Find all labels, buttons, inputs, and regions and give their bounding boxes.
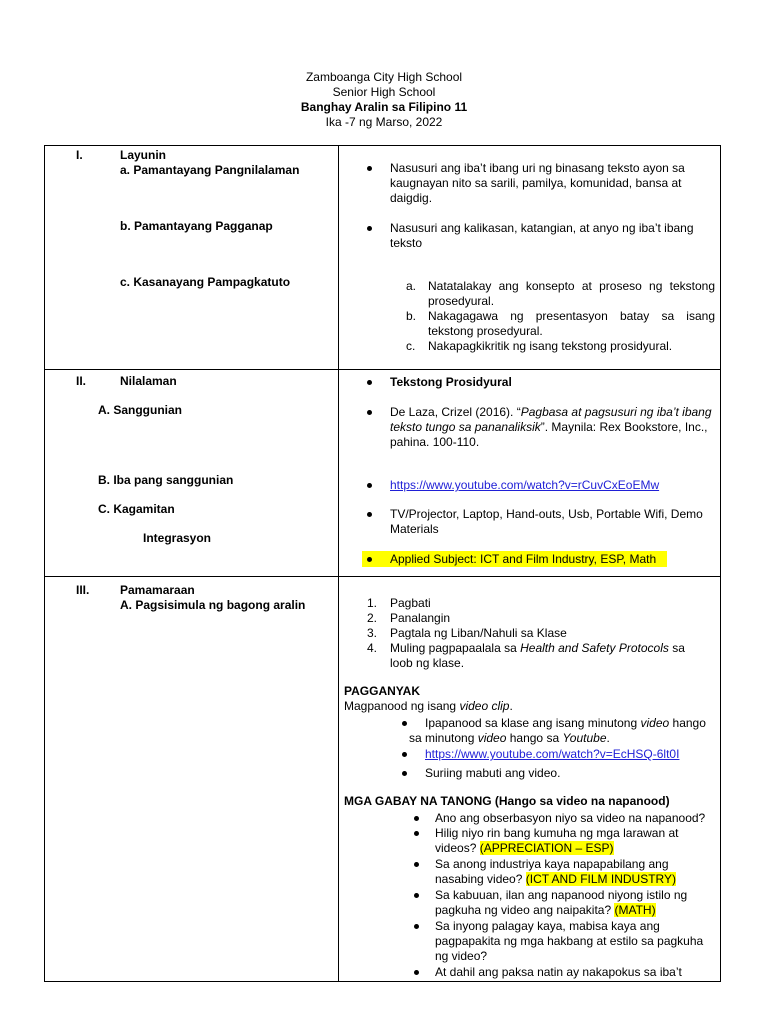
step-item: Panalangin bbox=[390, 611, 451, 625]
subheading-kagamitan: C. Kagamitan bbox=[98, 502, 175, 516]
bullet-icon bbox=[414, 924, 419, 929]
activity-item: Ipapanood sa klase ang isang minutong video hango bbox=[425, 716, 706, 730]
reference-citation: De Laza, Crizel (2016). “Pagbasa at pagsusuri ng iba’t ibang teksto tungo sa pananaliksik”. Maynila: Rex Bookstore, Inc., pahina. 100-110. bbox=[390, 405, 712, 449]
ict-highlight: (ICT AND FILM INDUSTRY) bbox=[525, 872, 676, 886]
section-number: III. bbox=[76, 583, 90, 597]
bullet-icon bbox=[402, 721, 407, 726]
guide-question: At dahil ang paksa natin ay nakapokus sa iba’t bbox=[435, 965, 682, 979]
competency-item: Nakapagkikritik ng isang tekstong prosidyural. bbox=[428, 339, 673, 353]
lesson-plan-table bbox=[44, 145, 721, 982]
bullet-icon bbox=[414, 831, 419, 836]
guide-question: Ano ang obserbasyon niyo sa video na napanood? bbox=[435, 811, 706, 825]
guide-question-continued: videos? (APPRECIATION – ESP) bbox=[435, 841, 614, 855]
step-number: 1. bbox=[367, 596, 378, 610]
column-divider bbox=[338, 146, 339, 981]
section-title-layunin: Layunin bbox=[120, 148, 167, 162]
applied-subject: Applied Subject: ICT and Film Industry, ESP, Math bbox=[390, 552, 657, 566]
activity-item-continued: sa minutong video hango sa Youtube. bbox=[409, 731, 610, 745]
section-title-nilalaman: Nilalaman bbox=[120, 374, 177, 388]
subheading-pagsisimula: A. Pagsisimula ng bagong aralin bbox=[120, 598, 306, 612]
guide-question-continued: pagpapakita ng mga hakbang at estilo sa pagkuha bbox=[435, 934, 704, 948]
step-item: Muling pagpapaalala sa Health and Safety Protocols sa loob ng klase. bbox=[390, 641, 685, 670]
section-title-pamamaraan: Pamamaraan bbox=[120, 583, 195, 597]
list-marker: a. bbox=[406, 279, 417, 293]
gabay-heading: MGA GABAY NA TANONG (Hango sa video na napanood) bbox=[344, 794, 670, 808]
math-highlight: (MATH) bbox=[614, 903, 656, 917]
objective-content-standard: Nasusuri ang iba’t ibang uri ng binasang teksto ayon sa kaugnayan nito sa sarili, pamilya, komunidad, bansa at daigdig. bbox=[390, 161, 685, 205]
section-number: II. bbox=[76, 374, 87, 388]
guide-question-continued: ng video? bbox=[435, 949, 488, 963]
bullet-icon bbox=[414, 816, 419, 821]
guide-question-continued: nasabing video? (ICT AND FILM INDUSTRY) bbox=[435, 872, 676, 886]
youtube-reference-link[interactable]: https://www.youtube.com/watch?v=rCuvCxEoEMw bbox=[390, 478, 660, 492]
youtube-video-link[interactable]: https://www.youtube.com/watch?v=EcHSQ-6lt0I bbox=[425, 747, 680, 761]
bullet-icon bbox=[367, 166, 372, 171]
guide-question: Hilig niyo rin bang kumuha ng mga larawan at bbox=[435, 826, 679, 840]
subheading-iba-pang-sanggunian: B. Iba pang sanggunian bbox=[98, 473, 234, 487]
pagganyak-instruction: Magpanood ng isang video clip. bbox=[344, 699, 513, 713]
bullet-icon bbox=[367, 410, 372, 415]
bullet-icon bbox=[402, 771, 407, 776]
subheading-pagganap: b. Pamantayang Pagganap bbox=[120, 219, 273, 233]
bullet-icon bbox=[414, 970, 419, 975]
bullet-icon bbox=[367, 380, 372, 385]
step-item: Pagbati bbox=[390, 596, 431, 610]
bullet-icon bbox=[367, 483, 372, 488]
step-item: Pagtala ng Liban/Nahuli sa Klase bbox=[390, 626, 567, 640]
pagganyak-heading: PAGGANYAK bbox=[344, 684, 421, 698]
bullet-icon bbox=[414, 893, 419, 898]
department: Senior High School bbox=[332, 85, 436, 99]
guide-question: Sa inyong palagay kaya, mabisa kaya ang bbox=[435, 919, 660, 933]
bullet-icon bbox=[367, 512, 372, 517]
guide-question: Sa kabuuan, ilan ang napanood niyong istilo ng bbox=[435, 888, 688, 902]
school-name: Zamboanga City High School bbox=[305, 70, 463, 84]
esp-highlight: (APPRECIATION – ESP) bbox=[479, 841, 614, 855]
bullet-icon bbox=[402, 752, 407, 757]
step-number: 2. bbox=[367, 611, 378, 625]
guide-question-continued: pagkuha ng video ang naipakita? (MATH) bbox=[435, 903, 656, 917]
bullet-icon bbox=[367, 557, 372, 562]
objective-performance-standard: Nasusuri ang kalikasan, katangian, at anyo ng iba’t ibang teksto bbox=[390, 221, 694, 250]
step-number: 4. bbox=[367, 641, 378, 655]
subheading-pangnilalaman: a. Pamantayang Pangnilalaman bbox=[120, 163, 300, 177]
section-number: I. bbox=[76, 148, 83, 162]
bullet-icon bbox=[414, 862, 419, 867]
competency-item: Natatalakay ang konsepto at proseso ng tekstong prosedyural. bbox=[428, 279, 715, 308]
topic-title: Tekstong Prosidyural bbox=[390, 375, 512, 389]
row-divider bbox=[45, 369, 720, 370]
subheading-pampagkatuto: c. Kasanayang Pampagkatuto bbox=[120, 275, 291, 289]
subheading-sanggunian: A. Sanggunian bbox=[98, 403, 182, 417]
guide-question: Sa anong industriya kaya napapabilang ang bbox=[435, 857, 669, 871]
step-number: 3. bbox=[367, 626, 378, 640]
activity-item: Suriing mabuti ang video. bbox=[425, 766, 561, 780]
competency-item: Nakagagawa ng presentasyon batay sa isang tekstong prosedyural. bbox=[428, 309, 715, 338]
list-marker: c. bbox=[406, 339, 416, 353]
row-divider bbox=[45, 576, 720, 577]
list-marker: b. bbox=[406, 309, 417, 323]
subheading-integrasyon: Integrasyon bbox=[143, 531, 212, 545]
document-date: Ika -7 ng Marso, 2022 bbox=[325, 115, 443, 129]
document-title: Banghay Aralin sa Filipino 11 bbox=[300, 100, 468, 114]
bullet-icon bbox=[367, 226, 372, 231]
materials-list: TV/Projector, Laptop, Hand-outs, Usb, Portable Wifi, Demo Materials bbox=[390, 507, 703, 536]
